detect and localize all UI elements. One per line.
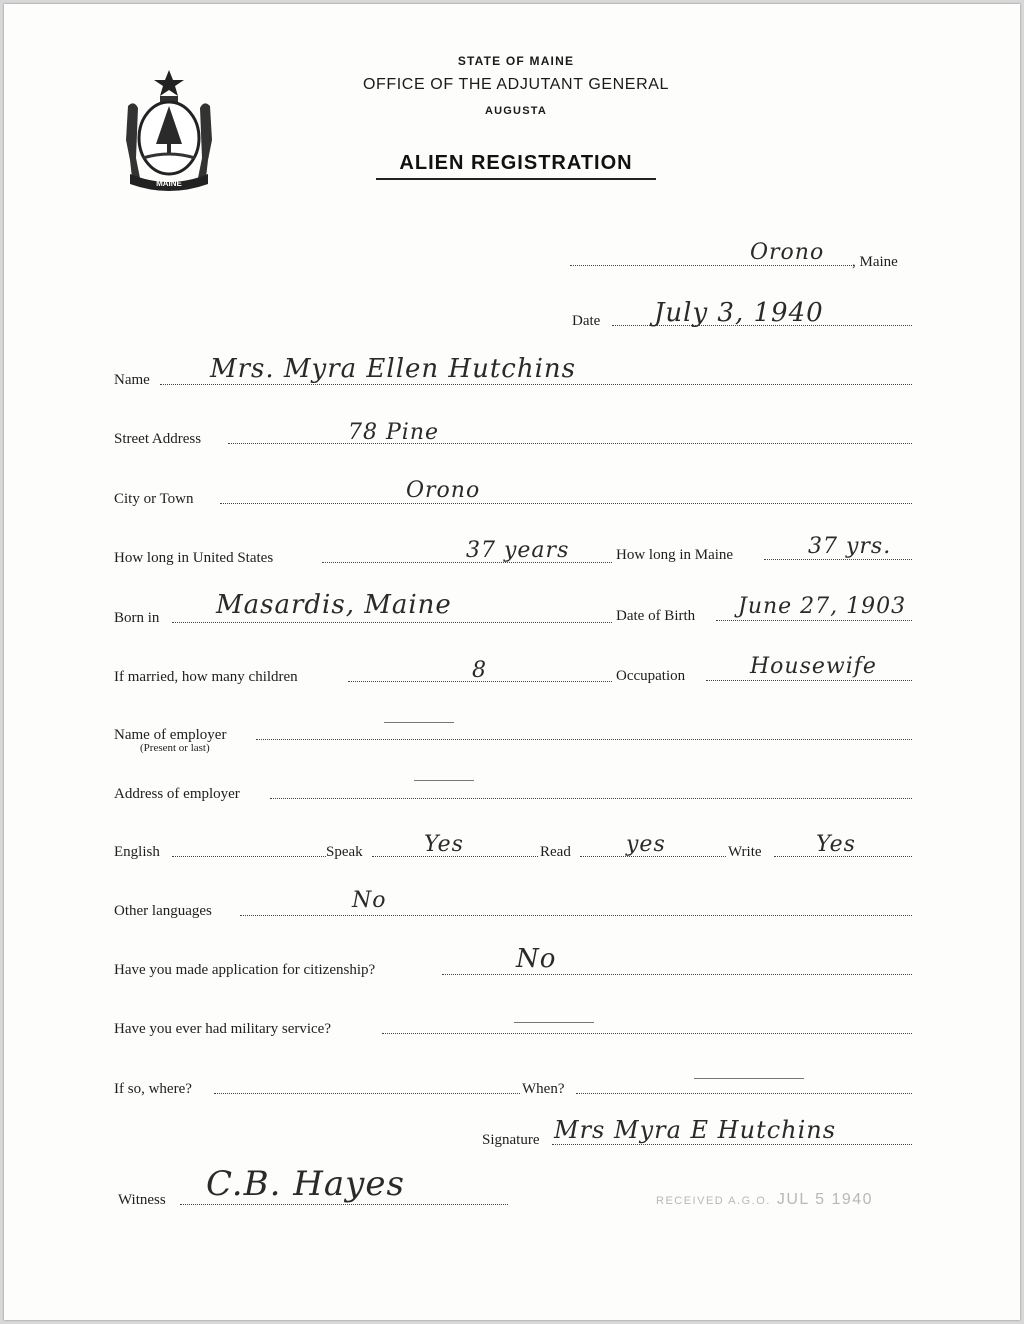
occupation-value: Housewife <box>750 654 877 679</box>
street-label: Street Address <box>114 431 202 447</box>
where-line <box>214 1093 520 1094</box>
us-label: How long in United States <box>114 550 274 566</box>
signature-line <box>552 1144 912 1145</box>
dob-line <box>716 620 912 621</box>
english-label: English <box>114 844 160 860</box>
dob-value: June 27, 1903 <box>738 594 907 619</box>
employer-address-line <box>270 798 912 799</box>
received-stamp <box>656 1191 873 1209</box>
dob-label: Date of Birth <box>616 608 696 624</box>
when-label: When? <box>522 1081 565 1097</box>
other-languages-value: No <box>352 888 387 913</box>
maine-label: How long in Maine <box>616 547 734 563</box>
children-label: If married, how many children <box>114 669 298 685</box>
write-label: Write <box>728 844 762 860</box>
date-value: July 3, 1940 <box>654 298 824 328</box>
date-label: Date <box>572 313 601 329</box>
maine-line <box>764 559 912 560</box>
speak-value: Yes <box>424 832 464 857</box>
town-value: Orono <box>750 240 825 265</box>
signature-value: Mrs Myra E Hutchins <box>554 1116 837 1144</box>
military-dash <box>514 1022 594 1023</box>
name-value: Mrs. Myra Ellen Hutchins <box>210 354 577 384</box>
registration-form <box>4 4 1020 1320</box>
employer-dash <box>384 722 454 723</box>
children-value: 8 <box>472 658 487 683</box>
when-line <box>576 1093 912 1094</box>
name-line <box>160 384 912 385</box>
form-title: ALIEN REGISTRATION <box>376 152 656 180</box>
citizenship-label: Have you made application for citizenship? <box>114 962 376 978</box>
witness-label: Witness <box>118 1192 166 1208</box>
write-value: Yes <box>816 832 856 857</box>
military-line <box>382 1033 912 1034</box>
citizenship-line <box>442 974 912 975</box>
received-stamp-label: RECEIVED A.G.O. <box>656 1195 771 1207</box>
signature-label: Signature <box>482 1132 540 1148</box>
city-value: Orono <box>406 478 481 503</box>
when-dash <box>694 1078 804 1079</box>
us-value: 37 years <box>466 538 570 563</box>
employer-label-text: Name of employer <box>114 727 227 743</box>
military-label: Have you ever had military service? <box>114 1021 331 1037</box>
employer-sublabel: (Present or last) <box>140 742 210 754</box>
received-stamp-date: JUL 5 1940 <box>776 1191 874 1208</box>
seal-text: MAINE <box>156 179 182 188</box>
employer-address-label: Address of employer <box>114 786 240 802</box>
speak-label: Speak <box>326 844 363 860</box>
street-value: 78 Pine <box>348 420 440 445</box>
employer-label <box>114 727 226 754</box>
other-languages-line <box>240 915 912 916</box>
where-label: If so, where? <box>114 1081 192 1097</box>
born-line <box>172 622 612 623</box>
read-label: Read <box>540 844 571 860</box>
maine-state-seal-icon <box>116 66 222 194</box>
street-line <box>228 443 912 444</box>
town-label: , Maine <box>852 254 898 270</box>
occupation-line <box>706 680 912 681</box>
occupation-label: Occupation <box>616 668 686 684</box>
employer-address-dash <box>414 780 474 781</box>
born-value: Masardis, Maine <box>216 590 452 620</box>
city-line <box>220 503 912 504</box>
header-office: OFFICE OF THE ADJUTANT GENERAL <box>362 76 670 93</box>
city-label: City or Town <box>114 491 194 507</box>
born-label: Born in <box>114 610 160 626</box>
witness-line <box>180 1204 508 1205</box>
name-label: Name <box>114 372 150 388</box>
read-value: yes <box>626 832 666 857</box>
witness-value: C.B. Hayes <box>206 1164 405 1204</box>
maine-value: 37 yrs. <box>808 534 892 559</box>
employer-line <box>256 739 912 740</box>
english-line <box>172 856 326 857</box>
header-state: STATE OF MAINE <box>457 54 575 68</box>
citizenship-value: No <box>516 944 557 974</box>
other-languages-label: Other languages <box>114 903 212 919</box>
header-city: AUGUSTA <box>485 105 547 117</box>
town-line <box>570 265 852 266</box>
